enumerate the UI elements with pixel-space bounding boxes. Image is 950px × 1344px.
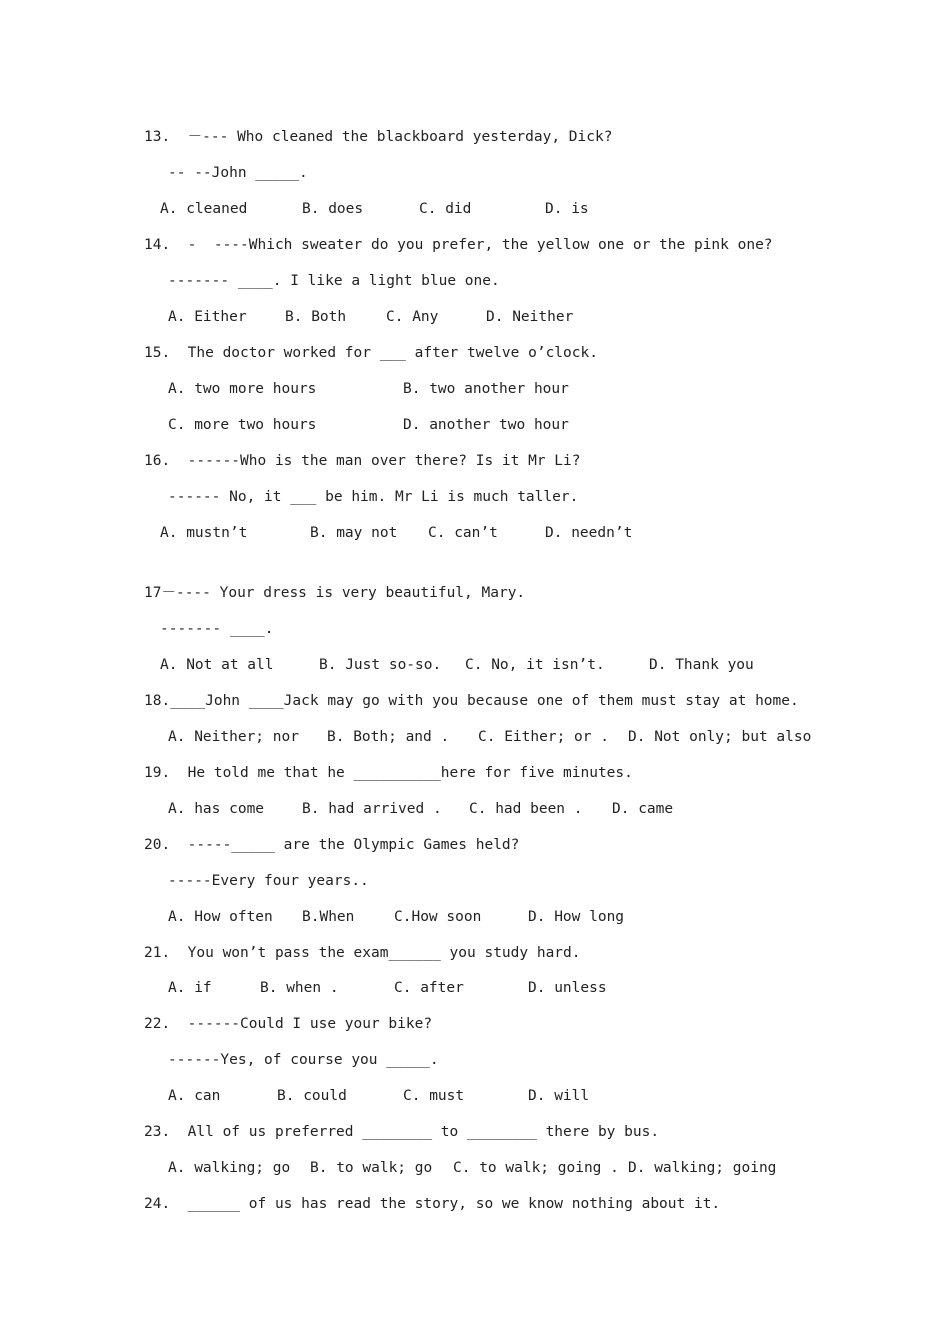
question-14-option-b: B. Both	[285, 309, 347, 325]
question-21-option-b: B. when .	[260, 980, 339, 996]
question-17-option-d: D. Thank you	[649, 657, 754, 673]
question-23-option-b: B. to walk; go	[310, 1160, 433, 1176]
question-18-stem: 18.____John ____Jack may go with you because one of them must stay at home.	[144, 693, 799, 709]
question-16-option-c: C. can’t	[428, 525, 498, 541]
question-19-option-c: C. had been .	[469, 801, 583, 817]
question-22-option-d: D. will	[528, 1088, 590, 1104]
question-17-option-a: A. Not at all	[160, 657, 274, 673]
question-23-option-d: D. walking; going	[628, 1160, 777, 1176]
question-21-option-a: A. if	[168, 980, 212, 996]
question-20-option-b: B.When	[302, 909, 355, 925]
question-16-option-d: D. needn’t	[545, 525, 633, 541]
question-18-option-c: C. Either; or .	[478, 729, 609, 745]
question-16-stem: 16. ------Who is the man over there? Is it Mr Li?	[144, 453, 581, 469]
question-13-answer: -- --John _____.	[168, 165, 308, 181]
question-18-option-d: D. Not only; but also	[628, 729, 812, 745]
question-16-option-a: A. mustn’t	[160, 525, 248, 541]
question-19-option-d: D. came	[612, 801, 674, 817]
question-22-option-b: B. could	[277, 1088, 347, 1104]
question-13-option-a: A. cleaned	[160, 201, 248, 217]
question-17-stem: 17－---- Your dress is very beautiful, Mary.	[144, 585, 526, 601]
question-21-stem: 21. You won’t pass the exam______ you study hard.	[144, 945, 581, 961]
question-20-option-d: D. How long	[528, 909, 625, 925]
question-17-option-c: C. No, it isn’t.	[465, 657, 605, 673]
question-20-answer: -----Every four years..	[168, 873, 369, 889]
question-13-option-d: D. is	[545, 201, 589, 217]
question-23-option-c: C. to walk; going .	[453, 1160, 619, 1176]
question-13-stem: 13. －--- Who cleaned the blackboard yesterday, Dick?	[144, 129, 613, 145]
question-15-option-c: C. more two hours	[168, 417, 317, 433]
question-20-option-c: C.How soon	[394, 909, 482, 925]
question-23-option-a: A. walking; go	[168, 1160, 291, 1176]
question-13-option-b: B. does	[302, 201, 364, 217]
question-21-option-c: C. after	[394, 980, 464, 996]
question-21-option-d: D. unless	[528, 980, 607, 996]
question-20-option-a: A. How often	[168, 909, 273, 925]
question-22-stem: 22. ------Could I use your bike?	[144, 1016, 433, 1032]
question-14-stem: 14. - ----Which sweater do you prefer, the yellow one or the pink one?	[144, 237, 773, 253]
question-18-option-b: B. Both; and .	[327, 729, 450, 745]
question-13-option-c: C. did	[419, 201, 472, 217]
question-18-option-a: A. Neither; nor	[168, 729, 299, 745]
question-22-option-a: A. can	[168, 1088, 221, 1104]
question-19-option-b: B. had arrived .	[302, 801, 442, 817]
question-20-stem: 20. -----_____ are the Olympic Games held?	[144, 837, 520, 853]
question-14-answer: ------- ____. I like a light blue one.	[168, 273, 500, 289]
question-17-option-b: B. Just so-so.	[319, 657, 442, 673]
question-15-option-b: B. two another hour	[403, 381, 569, 397]
question-14-option-d: D. Neither	[486, 309, 574, 325]
question-15-stem: 15. The doctor worked for ___ after twelve o’clock.	[144, 345, 598, 361]
question-14-option-c: C. Any	[386, 309, 439, 325]
question-15-option-a: A. two more hours	[168, 381, 317, 397]
question-17-answer: ------- ____.	[160, 621, 274, 637]
question-16-answer: ------ No, it ___ be him. Mr Li is much taller.	[168, 489, 579, 505]
question-19-option-a: A. has come	[168, 801, 265, 817]
question-19-stem: 19. He told me that he __________here for five minutes.	[144, 765, 633, 781]
question-14-option-a: A. Either	[168, 309, 247, 325]
question-23-stem: 23. All of us preferred ________ to ________ there by bus.	[144, 1124, 660, 1140]
question-16-option-b: B. may not	[310, 525, 398, 541]
question-24-stem: 24. ______ of us has read the story, so we know nothing about it.	[144, 1196, 721, 1212]
question-15-option-d: D. another two hour	[403, 417, 569, 433]
question-22-option-c: C. must	[403, 1088, 465, 1104]
question-22-answer: ------Yes, of course you _____.	[168, 1052, 439, 1068]
